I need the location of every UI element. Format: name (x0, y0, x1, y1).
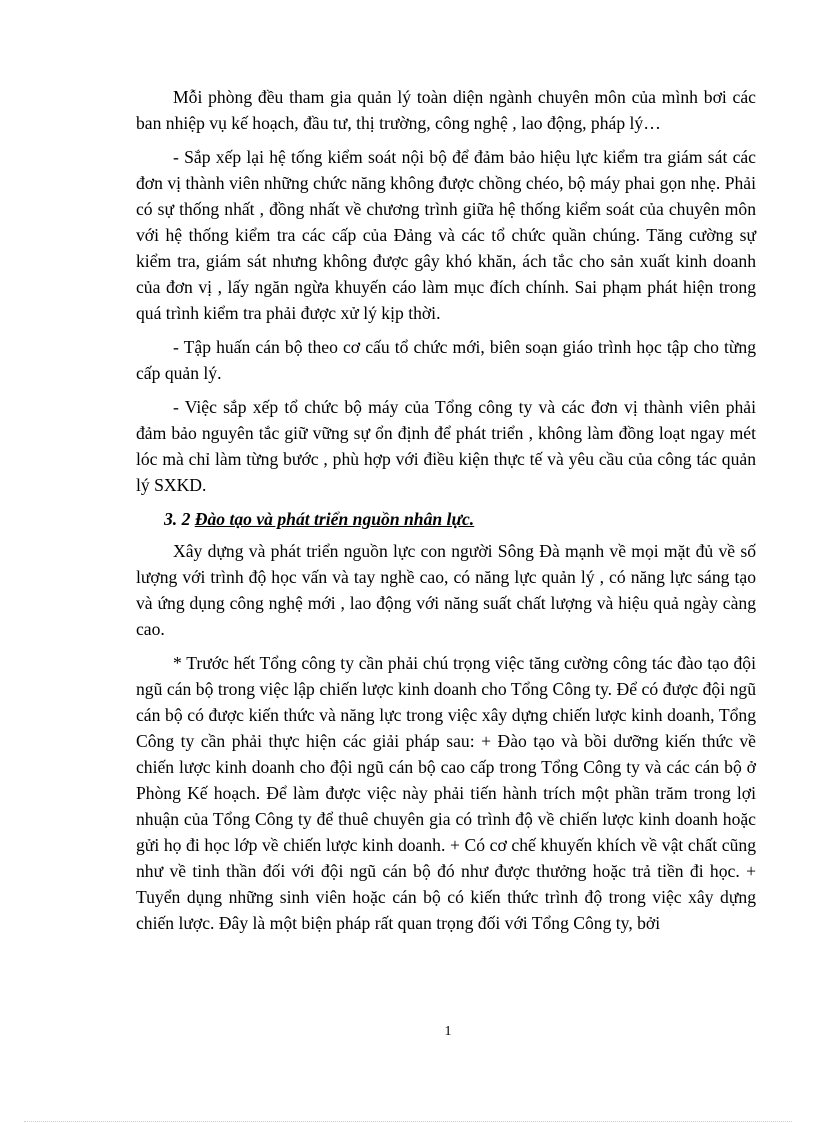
section-heading (136, 506, 756, 532)
document-body (136, 84, 756, 944)
paragraph-departments: Mỗi phòng đều tham gia quản lý toàn diện ngành chuyên môn của mình bơi các ban nhiệp vụ kế hoạch, đầu tư, thị trường, công nghệ , lao động, pháp lý… (136, 87, 756, 133)
page-bottom-divider (24, 1121, 792, 1122)
paragraph-strategy-training: * Trước hết Tổng công ty cần phải chú trọng việc tăng cường công tác đào tạo đội ngũ cán bộ trong việc lập chiến lược kinh doanh cho Tổng Công ty. Để có được đội ngũ cán bộ có được kiến thức và năng lực trong việc xây dựng chiến lược kinh doanh, Tổng Công ty cần phải thực hiện các giải pháp sau: + Đào tạo và bồi dưỡng kiến thức về chiến lược kinh doanh cho đội ngũ cán bộ cao cấp trong Tổng Công ty và các cán bộ ở Phòng Kế hoạch. Để làm được việc này phải tiến hành trích một phần trăm trong lợi nhuận của Tổng Công ty để thuê chuyên gia có trình độ về chiến lược kinh doanh hoặc gửi họ đi học lớp về chiến lược kinh doanh. + Có cơ chế khuyến khích về vật chất cũng như về tinh thần đối với đội ngũ cán bộ đó như được thưởng hoặc trả tiền đi học. + Tuyển dụng những sinh viên hoặc cán bộ có kiến thức trình độ trong việc xây dựng chiến lược. Đây là một biện pháp rất quan trọng đối với Tổng Công ty, bởi (136, 653, 756, 933)
section-number: 3. 2 (164, 509, 195, 529)
section-title: Đào tạo và phát triển nguồn nhân lực. (194, 509, 475, 529)
page-number: 1 (444, 1024, 452, 1039)
paragraph-human-resources: Xây dựng và phát triển nguồn lực con người Sông Đà mạnh về mọi mặt đủ về số lượng với trình độ học vấn và tay nghề cao, có năng lực quản lý , có năng lực sáng tạo và ứng dụng công nghệ mới , lao động với năng suất chất lượng và hiệu quả ngày càng cao. (136, 541, 756, 639)
paragraph-organization: - Việc sắp xếp tổ chức bộ máy của Tổng công ty và các đơn vị thành viên phải đảm bảo nguyên tắc giữ vững sự ổn định để phát triển , không làm đồng loạt ngay mét lóc mà chỉ làm từng bước , phù hợp với điều kiện thực tế và yêu cầu của công tác quản lý SXKD. (136, 397, 756, 495)
paragraph-training-staff: - Tập huấn cán bộ theo cơ cấu tổ chức mới, biên soạn giáo trình học tập cho từng cấp quản lý. (136, 337, 756, 383)
paragraph-internal-control: - Sắp xếp lại hệ tống kiểm soát nội bộ để đảm bảo hiệu lực kiểm tra giám sát các đơn vị thành viên những chức năng không được chồng chéo, bộ máy phai gọn nhẹ. Phải có sự thống nhất , đồng nhất về chương trình giữa hệ thống kiểm soát của chuyên môn với hệ thống kiểm tra các cấp của Đảng và các tổ chức quần chúng. Tăng cường sự kiểm tra, giám sát nhưng không được gây khó khăn, ách tắc cho sản xuất kinh doanh của đơn vị , lấy ngăn ngừa khuyến cáo làm mục đích chính. Sai phạm phát hiện trong quá trình kiểm tra phải được xử lý kịp thời. (136, 147, 756, 323)
